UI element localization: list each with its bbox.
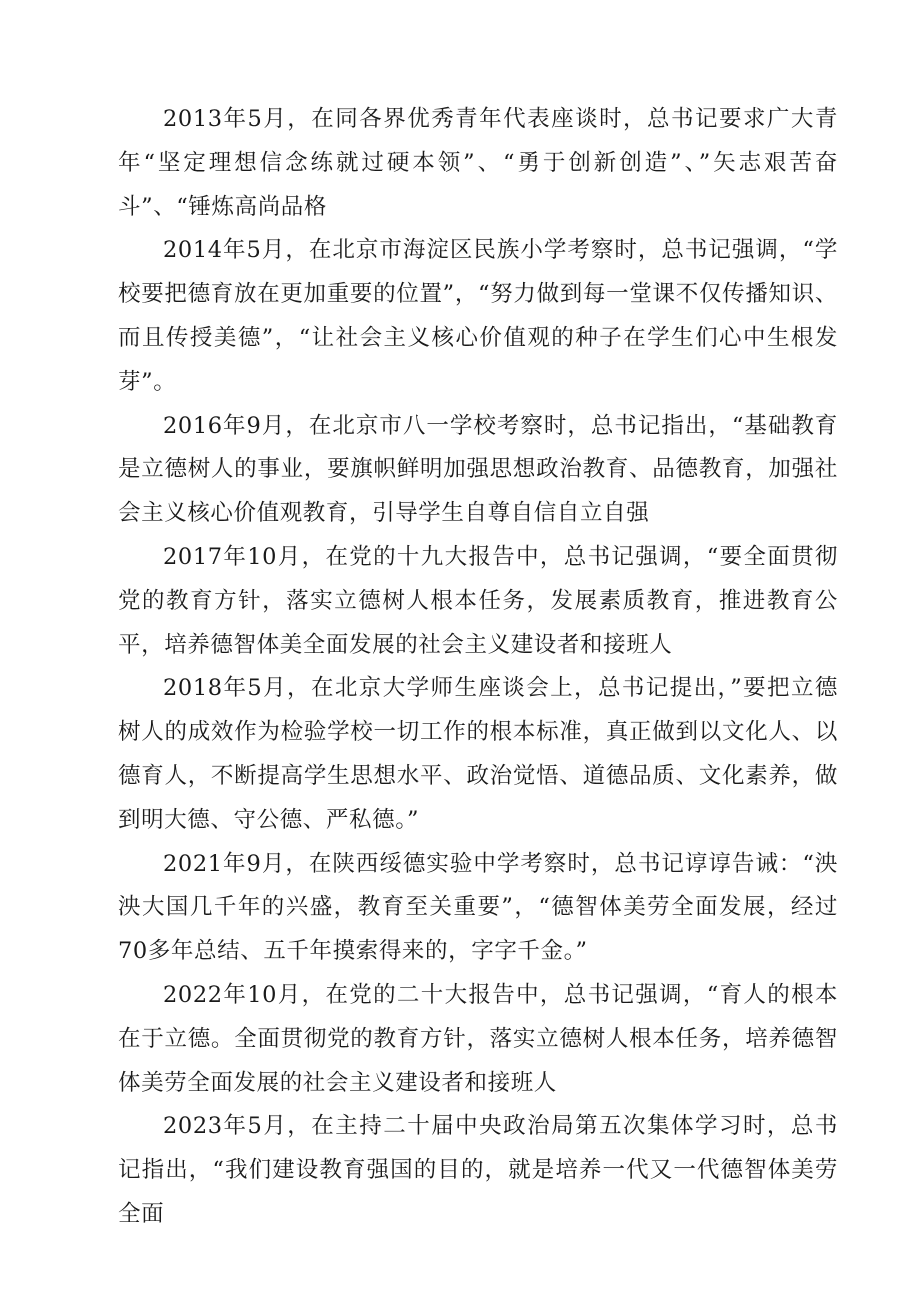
paragraph-2022: 2022年10月，在党的二十大报告中，总书记强调，“育人的根本在于立德。全面贯彻党的教育方针，落实立德树人根本任务，培养德智体美劳全面发展的社会主义建设者和接班人 xyxy=(118,981,838,1096)
document-body xyxy=(118,98,838,1237)
paragraph-2017: 2017年10月，在党的十九大报告中，总书记强调，“要全面贯彻党的教育方针，落实立德树人根本任务，发展素质教育，推进教育公平，培养德智体美全面发展的社会主义建设者和接班人 xyxy=(118,543,838,658)
paragraph-2023: 2023年5月，在主持二十届中央政治局第五次集体学习时，总书记指出，“我们建设教育强国的目的，就是培养一代又一代德智体美劳全面 xyxy=(118,1113,838,1227)
paragraph-2016: 2016年9月，在北京市八一学校考察时，总书记指出，“基础教育是立德树人的事业，要旗帜鲜明加强思想政治教育、品德教育，加强社会主义核心价值观教育，引导学生自尊自信自立自强 xyxy=(118,412,838,527)
paragraph-2013: 2013年5月，在同各界优秀青年代表座谈时，总书记要求广大青年“坚定理想信念练就过硬本领”、“勇于创新创造”、”矢志艰苦奋斗”、“锤炼高尚品格 xyxy=(118,106,838,220)
paragraph-2014: 2014年5月，在北京市海淀区民族小学考察时，总书记强调，“学校要把德育放在更加重要的位置”，“努力做到每一堂课不仅传播知识、而且传授美德”，“让社会主义核心价值观的种子在学生们心中生根发芽”。 xyxy=(118,237,838,395)
paragraph-2021: 2021年9月，在陕西绥德实验中学考察时，总书记谆谆告诫：“泱泱大国几千年的兴盛，教育至关重要”，“德智体美劳全面发展，经过70多年总结、五千年摸索得来的，字字千金。” xyxy=(118,850,838,965)
paragraph-2018: 2018年5月，在北京大学师生座谈会上，总书记提出，”要把立德树人的成效作为检验学校一切工作的根本标准，真正做到以文化人、以德育人，不断提高学生思想水平、政治觉悟、道德品质、文化素养，做到明大德、守公德、严私德。” xyxy=(118,675,838,833)
